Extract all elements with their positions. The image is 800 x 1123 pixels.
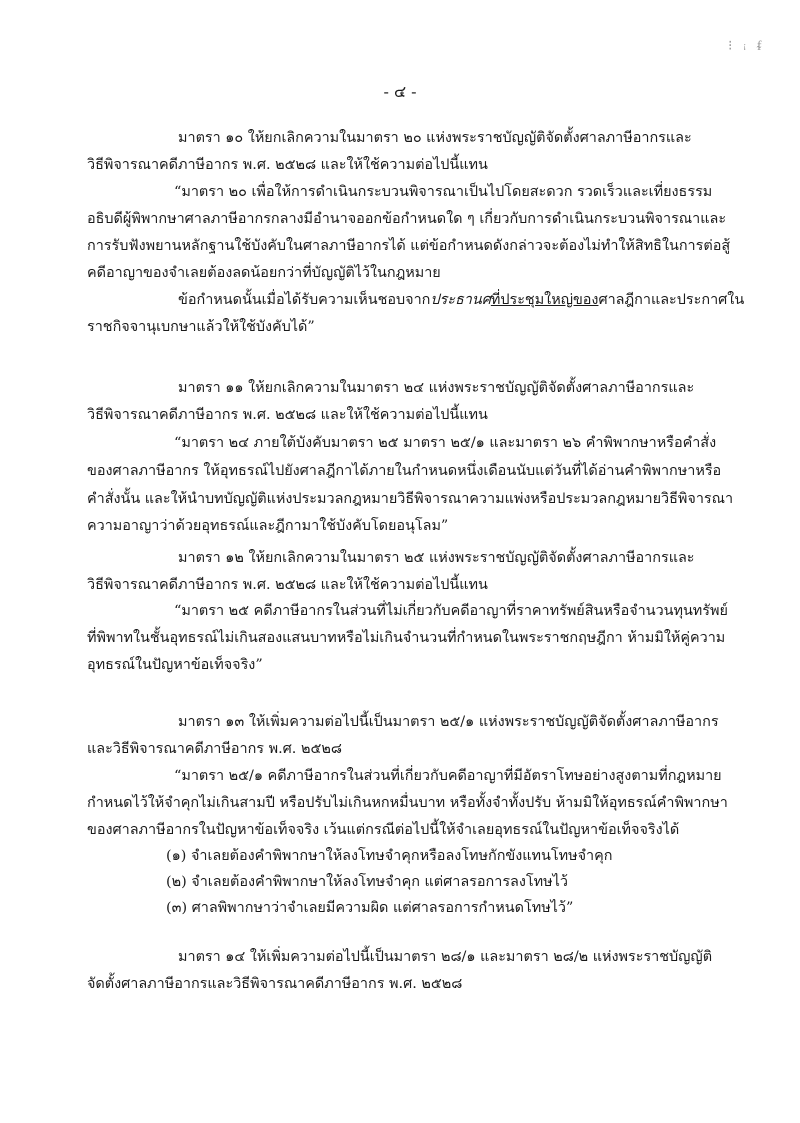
- page-number: - ๔ -: [383, 82, 417, 101]
- underlined-insertion: ที่ประชุมใหญ่ของ: [490, 292, 599, 308]
- section-10-line: วิธีพิจารณาคดีภาษีอากร พ.ศ. ๒๕๒๘ และให้ใช้ความต่อไปนี้แทน: [87, 157, 488, 173]
- section-12-quote-end: อุทธรณ์ในปัญหาข้อเท็จจริง”: [87, 657, 263, 673]
- section-11-quote-line: ของศาลภาษีอากร ให้อุทธรณ์ไปยังศาลฎีกาได้ภายในกำหนดหนึ่งเดือนนับแต่วันที่ได้อ่านคำพิพากษาหรือ: [87, 463, 722, 479]
- section-14-heading: มาตรา ๑๔ ให้เพิ่มความต่อไปนี้เป็นมาตรา ๒๘/๑ และมาตรา ๒๘/๒ แห่งพระราชบัญญัติ: [178, 949, 713, 965]
- section-12-heading: มาตรา ๑๒ ให้ยกเลิกความในมาตรา ๒๕ แห่งพระราชบัญญัติจัดตั้งศาลภาษีอากรและ: [178, 550, 695, 566]
- section-13-quote-line: กำหนดไว้ให้จำคุกไม่เกินสามปี หรือปรับไม่เกินหกหมื่นบาท หรือทั้งจำทั้งปรับ ห้ามมิให้อุทธรณ์คำพิพากษา: [87, 795, 728, 811]
- section-11-quote-start: “มาตรา ๒๔ ภายใต้บังคับมาตรา ๒๕ มาตรา ๒๕/๑ และมาตรา ๒๖ คำพิพากษาหรือคำสั่ง: [174, 435, 717, 451]
- section-12-quote-start: “มาตรา ๒๕ คดีภาษีอากรในส่วนที่ไม่เกี่ยวกับคดีอาญาที่ราคาทรัพย์สินหรือจำนวนทุนทรัพย์: [174, 603, 728, 619]
- section-13-list-item: (๑) จำเลยต้องคำพิพากษาให้ลงโทษจำคุกหรือลงโทษกักขังแทนโทษจำคุก: [166, 848, 613, 864]
- amended-text-after: ศาลฎีกาและประกาศใน: [598, 292, 745, 308]
- section-10-quote-line: อธิบดีผู้พิพากษาศาลภาษีอากรกลางมีอำนาจออกข้อกำหนดใด ๆ เกี่ยวกับการดำเนินกระบวนพิจารณาและ: [87, 211, 727, 227]
- section-10-heading: มาตรา ๑๐ ให้ยกเลิกความในมาตรา ๒๐ แห่งพระราชบัญญัติจัดตั้งศาลภาษีอากรและ: [178, 130, 692, 146]
- section-10-quote-end: ราชกิจจานุเบกษาแล้วให้ใช้บังคับได้”: [87, 319, 315, 335]
- section-13-list-item: (๓) ศาลพิพากษาว่าจำเลยมีความผิด แต่ศาลรอการกำหนดโทษไว้”: [166, 900, 574, 916]
- section-10-quote-line: คดีอาญาของจำเลยต้องลดน้อยกว่าที่บัญญัติไว้ในกฎหมาย: [87, 265, 441, 281]
- section-13-list-item: (๒) จำเลยต้องคำพิพากษาให้ลงโทษจำคุก แต่ศาลรอการลงโทษไว้: [166, 874, 568, 890]
- section-10-quote-line: การรับฟังพยานหลักฐานใช้บังคับในศาลภาษีอากรได้ แต่ข้อกำหนดดังกล่าวจะต้องไม่ทำให้สิทธิในการต่อสู้: [87, 238, 731, 254]
- section-13-heading: มาตรา ๑๓ ให้เพิ่มความต่อไปนี้เป็นมาตรา ๒๕/๑ แห่งพระราชบัญญัติจัดตั้งศาลภาษีอากร: [178, 714, 719, 730]
- section-11-quote-end: ความอาญาว่าด้วยอุทธรณ์และฎีกามาใช้บังคับโดยอนุโลม”: [87, 518, 449, 534]
- section-14-line: จัดตั้งศาลภาษีอากรและวิธีพิจารณาคดีภาษีอากร พ.ศ. ๒๕๒๘: [87, 976, 463, 992]
- section-11-line: วิธีพิจารณาคดีภาษีอากร พ.ศ. ๒๕๒๘ และให้ใช้ความต่อไปนี้แทน: [87, 407, 488, 423]
- section-12-quote-line: ที่พิพาทในชั้นอุทธรณ์ไม่เกินสองแสนบาทหรือไม่เกินจำนวนที่กำหนดในพระราชกฤษฎีกา ห้ามมิให้คู่ความ: [87, 630, 726, 646]
- section-13-quote-start: “มาตรา ๒๕/๑ คดีภาษีอากรในส่วนที่เกี่ยวกับคดีอาญาที่มีอัตราโทษอย่างสูงตามที่กฎหมาย: [174, 768, 722, 784]
- section-13-quote-line: ของศาลภาษีอากรในปัญหาข้อเท็จจริง เว้นแต่กรณีต่อไปนี้ให้จำเลยอุทธรณ์ในปัญหาข้อเท็จจริงได้: [87, 822, 680, 838]
- corner-scan-mark: ⁝ ꜟ ᵮ: [728, 38, 765, 54]
- section-11-heading: มาตรา ๑๑ ให้ยกเลิกความในมาตรา ๒๔ แห่งพระราชบัญญัติจัดตั้งศาลภาษีอากรและ: [178, 380, 695, 396]
- section-12-line: วิธีพิจารณาคดีภาษีอากร พ.ศ. ๒๕๒๘ และให้ใช้ความต่อไปนี้แทน: [87, 577, 488, 593]
- section-10-amended-line: [178, 290, 744, 310]
- amended-text-before: ข้อกำหนดนั้นเมื่อได้รับความเห็นชอบจาก: [178, 292, 431, 308]
- section-13-line: และวิธีพิจารณาคดีภาษีอากร พ.ศ. ๒๕๒๘: [87, 741, 342, 757]
- struck-text: ประธานศ: [430, 292, 491, 308]
- section-11-quote-line: คำสั่งนั้น และให้นำบทบัญญัติแห่งประมวลกฎหมายวิธีพิจารณาความแพ่งหรือประมวลกฎหมายวิธีพิจารณา: [87, 491, 734, 507]
- section-10-quote-start: “มาตรา ๒๐ เพื่อให้การดำเนินกระบวนพิจารณาเป็นไปโดยสะดวก รวดเร็วและเที่ยงธรรม: [174, 184, 713, 200]
